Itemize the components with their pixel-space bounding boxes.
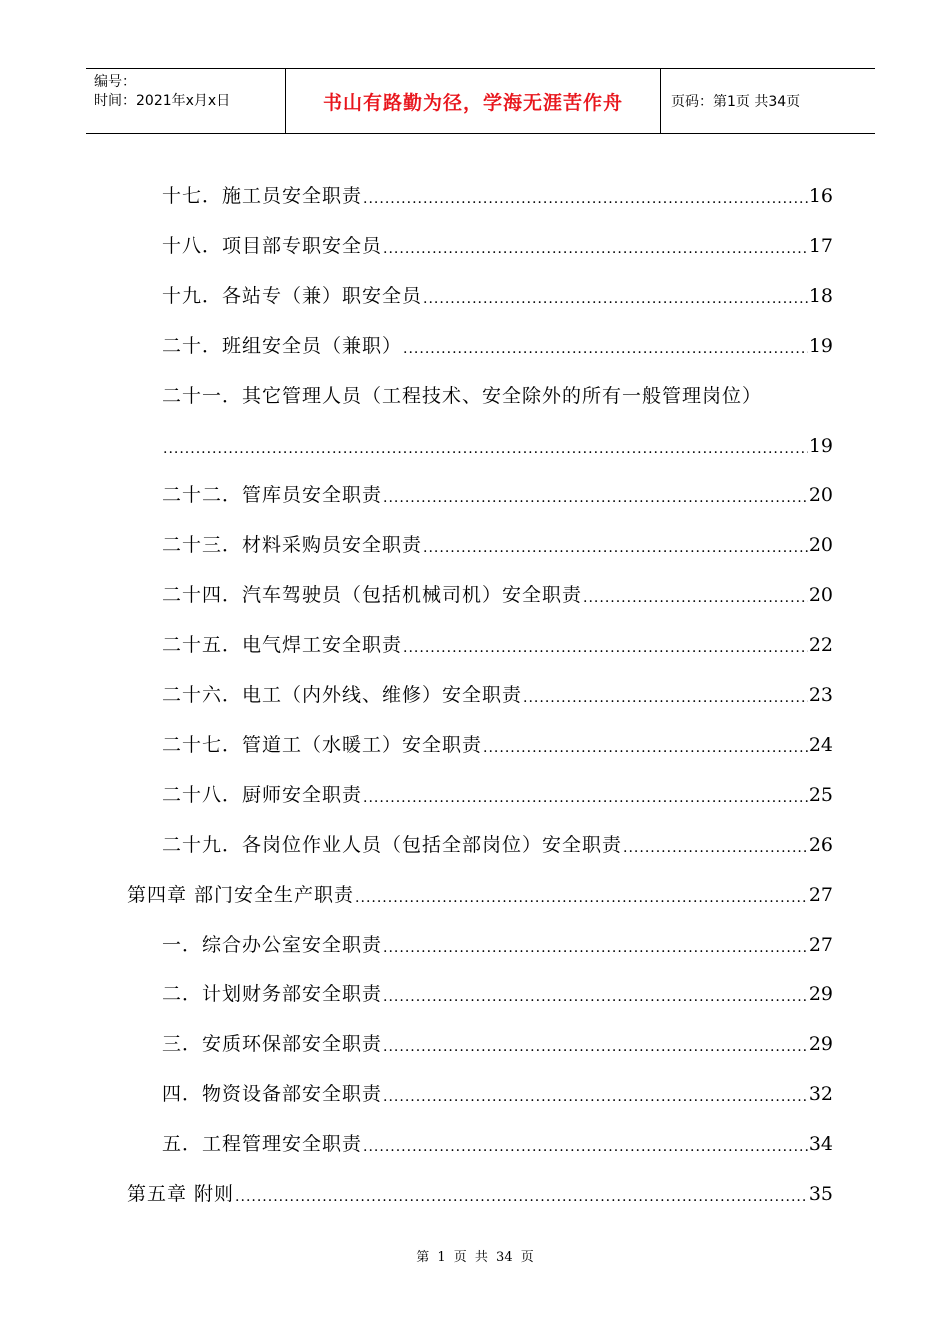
page-footer: 第 1 页 共 34 页 [416, 1250, 534, 1265]
toc-entry[interactable] [162, 475, 833, 515]
toc-entry[interactable] [162, 1124, 833, 1164]
toc-dot-leader [523, 678, 808, 715]
toc-entry[interactable] [127, 875, 833, 915]
toc-entry-title: 二十五．电气焊工安全职责 [162, 634, 403, 657]
toc-entry-title: 二十一．其它管理人员（工程技术、安全除外的所有一般管理岗位） [162, 384, 763, 407]
toc-entry-page: 32 [808, 1083, 833, 1106]
toc-entry-title: 一．综合办公室安全职责 [162, 933, 383, 956]
toc-entry[interactable] [162, 176, 833, 216]
toc-entry-title: 三．安质环保部安全职责 [162, 1033, 383, 1056]
toc-entry-title: 二十三．材料采购员安全职责 [162, 534, 423, 557]
toc-entry-page: 19 [808, 334, 833, 357]
toc-dot-leader [383, 1027, 808, 1064]
toc-entry-title: 二十．班组安全员（兼职） [162, 334, 403, 357]
page-header [86, 68, 875, 134]
toc-entry[interactable] [162, 525, 833, 565]
toc-entry-page: 20 [808, 534, 833, 557]
toc-entry-title: 第五章 附则 [127, 1183, 235, 1205]
toc-entry[interactable] [162, 974, 833, 1014]
toc-dot-leader [623, 828, 808, 865]
toc-entry[interactable] [162, 625, 833, 665]
toc-dot-leader [163, 429, 808, 466]
toc-entry-title: 十七．施工员安全职责 [162, 185, 363, 207]
toc-dot-leader [363, 1127, 808, 1164]
toc-entry-title: 十九．各站专（兼）职安全员 [162, 284, 423, 307]
toc-entry-title: 二十二．管库员安全职责 [162, 484, 383, 507]
toc-entry-title: 二十四．汽车驾驶员（包括机械司机）安全职责 [162, 584, 583, 607]
toc-dot-leader [383, 229, 808, 266]
toc-entry-page: 29 [808, 1033, 833, 1056]
toc-entry-page: 23 [808, 684, 833, 706]
toc-entry[interactable] [162, 725, 833, 765]
toc-entry[interactable] [162, 426, 833, 466]
toc-entry[interactable] [162, 825, 833, 865]
toc-entry-title: 四．物资设备部安全职责 [162, 1083, 383, 1106]
toc-entry-page: 17 [808, 234, 833, 257]
toc-dot-leader [383, 977, 808, 1014]
toc-entry-title: 二十七．管道工（水暖工）安全职责 [162, 733, 483, 756]
toc-entry-page: 34 [808, 1133, 833, 1156]
toc-entry[interactable] [162, 775, 833, 815]
toc-entry-page: 18 [808, 284, 833, 307]
toc-entry-title: 二十八．厨师安全职责 [162, 783, 363, 806]
toc-entry-page: 20 [808, 484, 833, 507]
toc-dot-leader [383, 928, 808, 965]
toc-dot-leader [403, 329, 808, 366]
header-motto: 书山有路勤为径，学海无涯苦作舟 [286, 69, 661, 133]
toc-dot-leader [403, 628, 808, 665]
toc-entry[interactable] [162, 326, 833, 366]
toc-entry-page: 16 [808, 185, 833, 207]
document-number-label: 编号： [94, 74, 136, 90]
header-meta [86, 69, 286, 133]
toc-entry[interactable] [162, 925, 833, 965]
toc-dot-leader [423, 279, 808, 316]
toc-entry-page: 27 [808, 883, 833, 906]
toc-dot-leader [363, 179, 808, 216]
toc-entry-page: 26 [808, 833, 833, 856]
toc-entry[interactable] [162, 276, 833, 316]
toc-dot-leader [383, 478, 808, 515]
toc-dot-leader [355, 878, 808, 915]
toc-dot-leader [235, 1177, 808, 1214]
toc-entry-page: 35 [808, 1183, 833, 1205]
toc-dot-leader [423, 528, 808, 565]
toc-entry-title: 第四章 部门安全生产职责 [127, 883, 355, 906]
toc-entry-title: 十八．项目部专职安全员 [162, 234, 383, 257]
toc-entry-title: 二十九．各岗位作业人员（包括全部岗位）安全职责 [162, 833, 623, 856]
toc-entry[interactable] [127, 1174, 833, 1214]
toc-entry-page: 19 [808, 434, 833, 457]
toc-entry[interactable] [162, 226, 833, 266]
toc-entry[interactable] [162, 1024, 833, 1064]
toc-entry-page: 24 [808, 733, 833, 756]
toc-entry-title: 五．工程管理安全职责 [162, 1133, 363, 1156]
toc-entry[interactable] [162, 1074, 833, 1114]
toc-entry-title: 二十六．电工（内外线、维修）安全职责 [162, 684, 523, 706]
document-time-label: 时间：2021年x月x日 [94, 93, 231, 109]
toc-dot-leader [363, 778, 808, 815]
toc-entry-page: 22 [808, 634, 833, 657]
toc-entry[interactable] [162, 575, 833, 615]
toc-entry-page: 20 [808, 584, 833, 607]
toc-dot-leader [383, 1077, 808, 1114]
toc-entry-page: 25 [808, 783, 833, 806]
header-page-info: 页码：第1页 共34页 [671, 94, 801, 110]
toc-dot-leader [583, 578, 808, 615]
toc-entry-title: 二．计划财务部安全职责 [162, 983, 383, 1006]
toc-entry-page: 29 [808, 983, 833, 1006]
toc-entry-page: 27 [808, 933, 833, 956]
toc-entry[interactable] [162, 675, 833, 715]
toc-dot-leader [483, 728, 808, 765]
